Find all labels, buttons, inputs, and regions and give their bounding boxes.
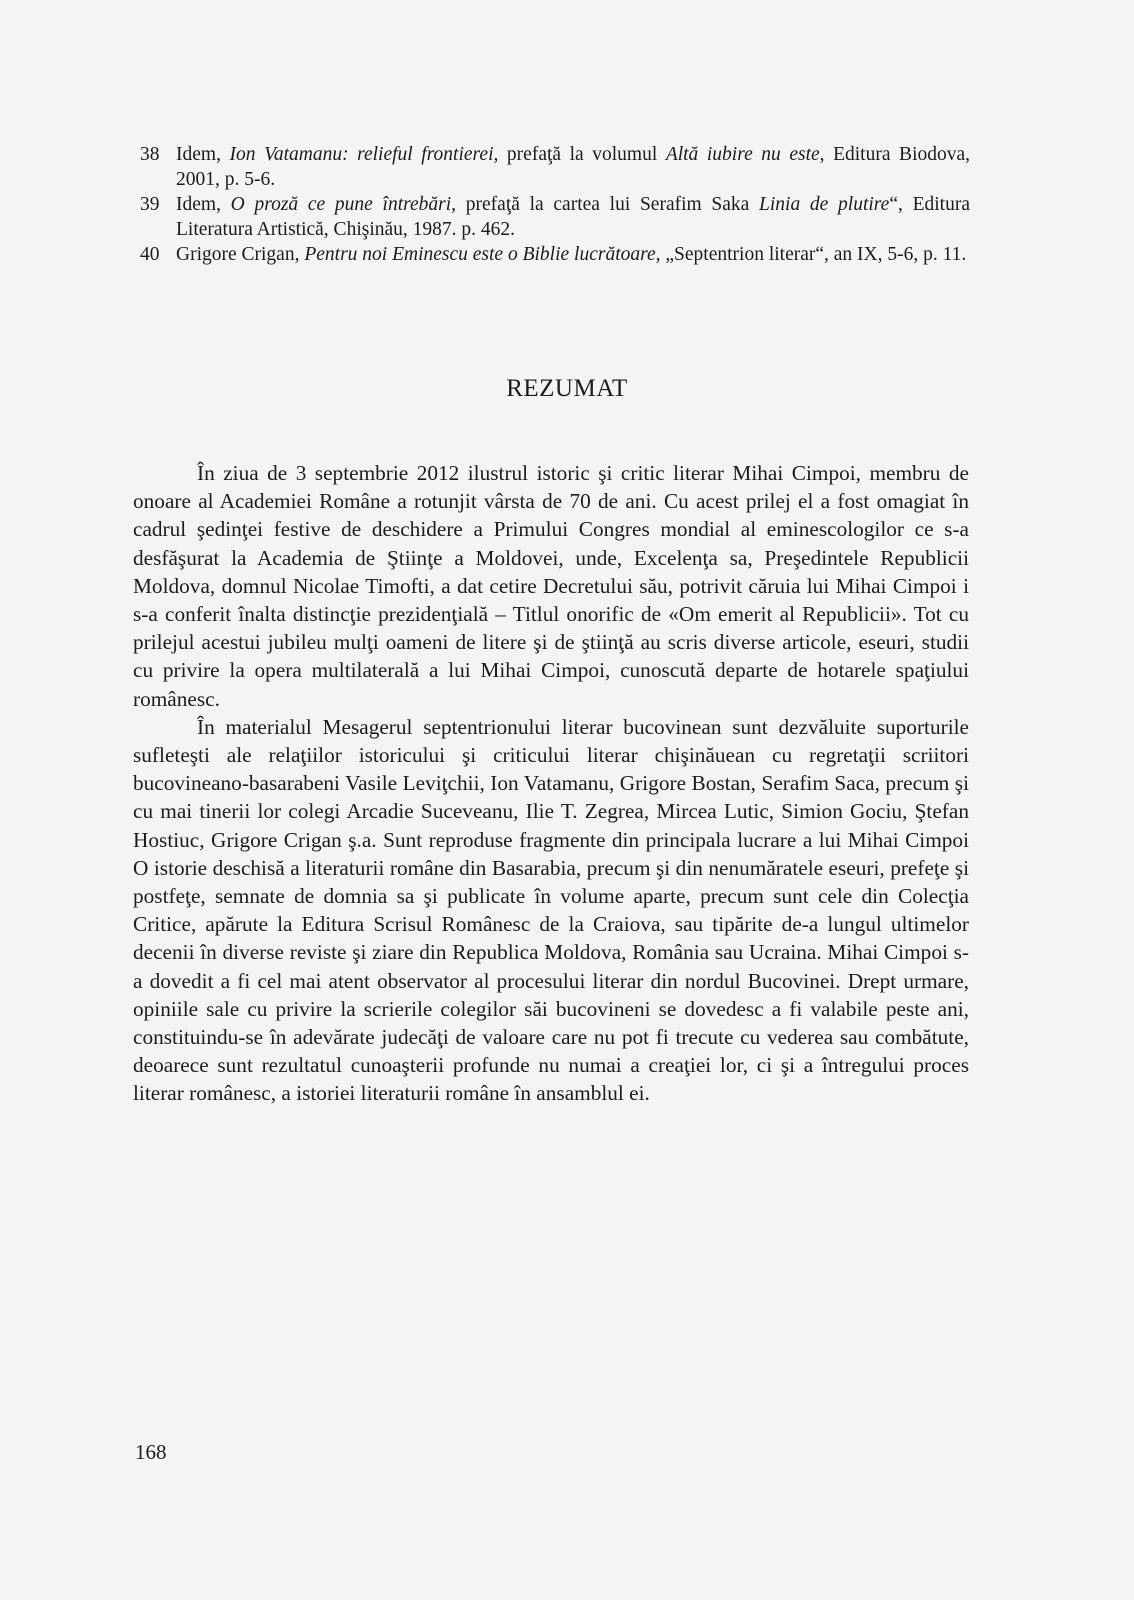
footnote-text xyxy=(176,192,970,242)
footnote-text-italic: Pentru noi Eminescu este o Biblie lucrătoare, xyxy=(304,244,661,265)
footnote xyxy=(140,242,970,267)
footnote-text-part: „Septentrion literar“, an IX, 5-6, p. 11. xyxy=(660,244,967,265)
footnote-text-part: Grigore Crigan, xyxy=(176,244,305,265)
footnote-text-italic: Altă iubire nu este, xyxy=(665,144,825,165)
footnote-text xyxy=(176,142,970,192)
footnote-text-italic: Ion Vatamanu: relieful frontierei, xyxy=(229,144,499,165)
summary-paragraph: În ziua de 3 septembrie 2012 ilustrul istoric şi critic literar Mihai Cimpoi, membru de onoare al Academiei Române a rotunjit vârsta de 70 de ani. Cu acest prilej el a fost omagiat în cadrul şedinţei festive de deschidere a Primului Congres mondial al eminescologilor ce s-a desfăşurat la Academia de Ştiinţe a Moldovei, unde, Excelenţa sa, Preşedintele Republicii Moldova, domnul Nicolae Timofti, a dat cetire Decretului său, potrivit căruia lui Mihai Cimpoi i s-a conferit înalta distincţie prezidenţială – Titlul onorific de «Om emerit al Republicii». Tot cu prilejul acestui jubileu mulţi oameni de litere şi de ştiinţă au scris diverse articole, eseuri, studii cu privire la opera multilaterală a lui Mihai Cimpoi, cunoscută departe de hotarele spaţiului românesc. xyxy=(133,461,969,711)
footnote-text-italic: O proză ce pune întrebări, xyxy=(230,194,457,215)
footnote-text-italic: Linia de plutire xyxy=(759,194,890,215)
footnote-number: 40 xyxy=(140,244,160,265)
page-number: 168 xyxy=(135,1440,167,1464)
footnote-text-part: Editura Biodova, 2001, p. 5-6. xyxy=(176,144,971,190)
footnote-number: 39 xyxy=(140,194,160,215)
footnote xyxy=(140,192,970,242)
footnote-number: 38 xyxy=(140,144,160,165)
footnote-text xyxy=(176,242,970,267)
footnote xyxy=(140,142,970,192)
summary-title: REZUMAT xyxy=(506,375,628,402)
footnote-text-part: prefaţă la cartea lui Serafim Saka xyxy=(456,194,760,215)
footnotes xyxy=(140,142,970,267)
footnote-text-part: Idem, xyxy=(176,194,231,215)
summary-paragraph: În materialul Mesagerul septentrionului literar bucovinean sunt dezvăluite suporturile sufleteşti ale relaţiilor istoricului şi criticului literar chişinăuean cu regretaţii scriitori bucovineano-basarabeni Vasile Leviţchii, Ion Vatamanu, Grigore Bostan, Serafim Saca, precum şi cu mai tinerii lor colegi Arcadie Suceveanu, Ilie T. Zegrea, Mircea Lutic, Simion Gociu, Ştefan Hostiuc, Grigore Crigan ş.a. Sunt reproduse fragmente din principala lucrare a lui Mihai Cimpoi O istorie deschisă a literaturii române din Basarabia, precum şi din nenumăratele eseuri, prefeţe şi postfeţe, semnate de domnia sa şi publicate în volume aparte, precum sunt cele din Colecţia Critice, apărute la Editura Scrisul Românesc de la Craiova, sau tipărite de-a lungul ultimelor decenii în diverse reviste şi ziare din Republica Moldova, România sau Ucraina. Mihai Cimpoi s-a dovedit a fi cel mai atent observator al procesului literar din nordul Bucovinei. Drept urmare, opiniile sale cu privire la scrierile colegilor săi bucovineni se dovedesc a fi valabile peste ani, constituindu-se în adevărate judecăţi de valoare care nu pot fi trecute cu vederea sau combătute, deoarece sunt rezultatul cunoaşterii profunde nu numai a creaţiei lor, ci şi a întregului proces literar românesc, a istoriei literaturii române în ansamblul ei. xyxy=(133,714,969,1106)
footnote-text-part: “, Editura Literatura Artistică, Chişinău, 1987. p. 462. xyxy=(176,194,970,240)
summary-body xyxy=(133,459,969,1108)
footnote-text-part: prefaţă la volumul xyxy=(498,144,666,165)
footnote-text-part: Idem, xyxy=(176,144,230,165)
